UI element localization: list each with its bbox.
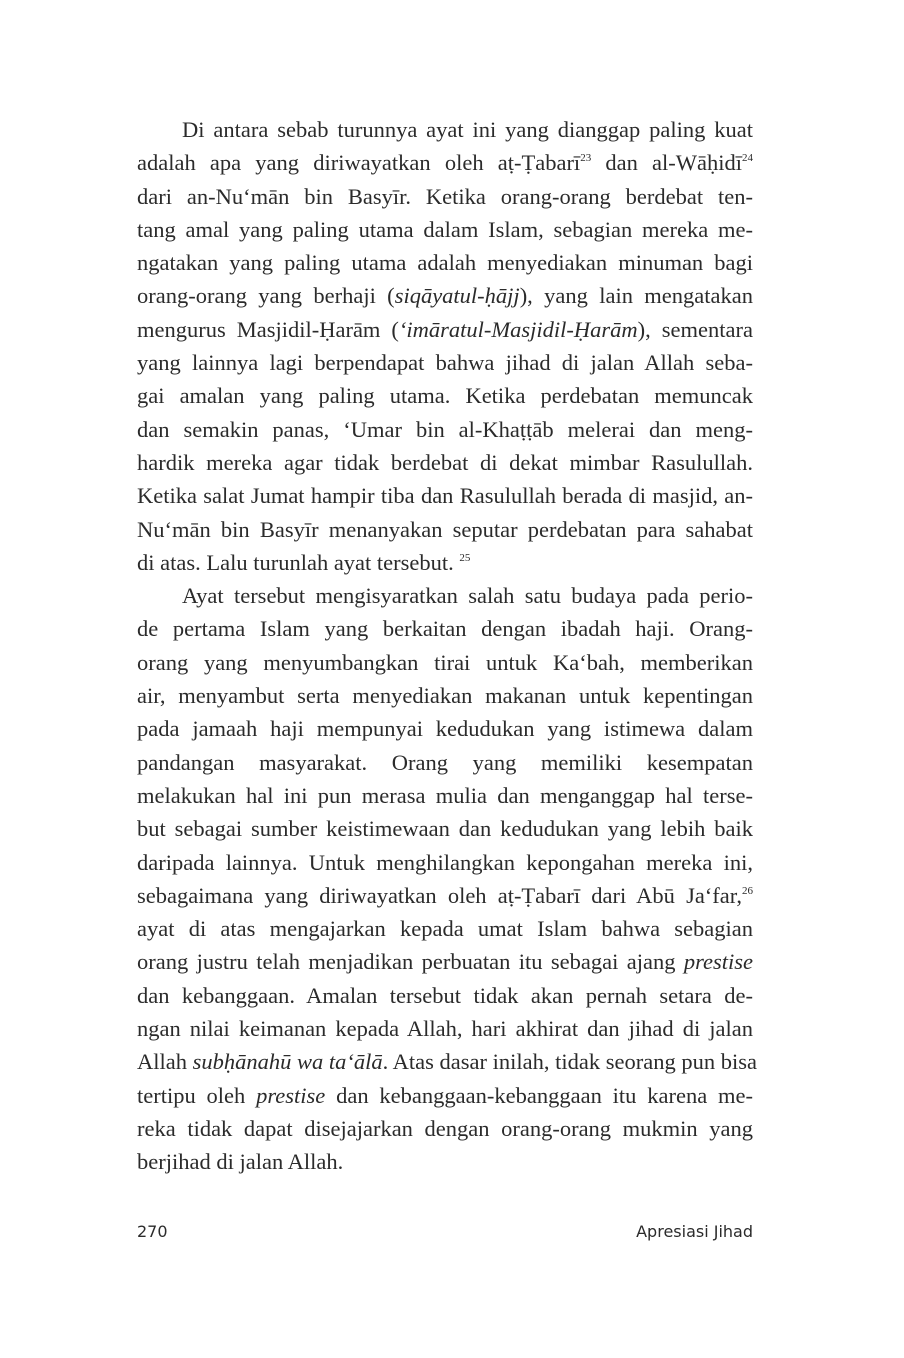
text-line [137,513,753,546]
text-line [137,546,753,579]
text-run: de pertama Islam yang berkaitan dengan ibadah haji. Orang- [137,616,753,642]
page-number: 270 [137,1222,168,1241]
footnote-ref: 23 [580,152,592,165]
text-line [137,879,753,912]
text-line [137,446,753,479]
text-run: orang-orang yang berhaji ( [137,283,395,309]
text-line [137,579,753,612]
text-line [137,812,753,845]
text-run: ayat di atas mengajarkan kepada umat Islam bahwa sebagian [137,916,753,942]
italic-term: ‘imāratul-Masjidil-Ḥarām [398,316,638,342]
text-line [137,979,753,1012]
text-line [137,479,753,512]
text-run: dan kebanggaan-kebanggaan itu karena me- [325,1082,753,1108]
text-run: dan semakin panas, ‘Umar bin al-Khaṭṭāb melerai dan meng- [137,416,753,442]
text-line [137,146,753,179]
text-run: gai amalan yang paling utama. Ketika perdebatan memuncak [137,383,753,409]
italic-term: prestise [683,949,753,975]
text-line [137,313,753,346]
text-line [137,712,753,745]
text-line [137,346,753,379]
text-line [137,846,753,879]
text-run: melakukan hal ini pun merasa mulia dan menganggap hal terse- [137,782,753,808]
body-text [137,113,757,1179]
text-line [137,1112,753,1145]
italic-term: subḥānahū wa ta‘ālā [192,1049,383,1075]
text-line [137,746,753,779]
text-run: ), yang lain mengatakan [519,283,754,309]
text-line [137,679,753,712]
text-run: ngatakan yang paling utama adalah menyediakan minuman bagi [137,250,753,276]
text-line [137,779,753,812]
text-run: dari an-Nu‘mān bin Basyīr. Ketika orang-orang berdebat ten- [137,183,753,209]
text-run: Nu‘mān bin Basyīr menanyakan seputar perdebatan para sahabat [137,516,753,542]
text-run: . Atas dasar inilah, tidak seorang pun bisa [382,1049,757,1075]
text-line [137,379,753,412]
text-line [137,180,753,213]
text-run: berjihad di jalan Allah. [137,1149,344,1175]
text-run: Di antara sebab turunnya ayat ini yang dianggap paling kuat [182,117,753,142]
italic-term: prestise [256,1082,326,1108]
text-run: ngan nilai keimanan kepada Allah, hari akhirat dan jihad di jalan [137,1016,753,1042]
text-run: adalah apa yang diriwayatkan oleh aṭ-Ṭabarī [137,150,581,176]
text-run: orang justru telah menjadikan perbuatan itu sebagai ajang [137,949,684,975]
text-run: daripada lainnya. Untuk menghilangkan kepongahan mereka ini, [137,849,753,875]
footnote-ref: 24 [741,152,753,165]
text-line [137,1145,753,1178]
text-line [137,1079,753,1112]
text-run: reka tidak dapat disejajarkan dengan orang-orang mukmin yang [137,1115,753,1141]
italic-term: siqāyatul-ḥājj [394,283,520,309]
running-title: Apresiasi Jihad [636,1222,753,1241]
text-run: mengurus Masjidil-Ḥarām ( [137,316,399,342]
text-run: but sebagai sumber keistimewaan dan kedudukan yang lebih baik [137,816,753,842]
text-run: air, menyambut serta menyediakan makanan untuk kepentingan [137,683,753,709]
text-run: hardik mereka agar tidak berdebat di dekat mimbar Rasulullah. [137,449,753,475]
text-run: Ketika salat Jumat hampir tiba dan Rasulullah berada di masjid, an- [137,483,753,509]
text-run: dan kebanggaan. Amalan tersebut tidak akan pernah setara de- [137,982,753,1008]
text-run: Allah [137,1049,193,1075]
text-line [137,945,753,978]
text-run: pada jamaah haji mempunyai kedudukan yang istimewa dalam [137,716,753,742]
text-run: dan al-Wāḥidī [591,150,742,176]
text-line [137,1045,757,1078]
text-line [137,912,753,945]
text-line [137,612,753,645]
text-run: tang amal yang paling utama dalam Islam, sebagian mereka me- [137,216,753,242]
text-line [137,413,753,446]
text-run: Ayat tersebut mengisyaratkan salah satu budaya pada perio- [182,583,753,609]
text-line [137,246,753,279]
text-line [137,213,753,246]
text-run: ), sementara [637,316,753,342]
text-line [137,1012,753,1045]
text-run: yang lainnya lagi berpendapat bahwa jihad di jalan Allah seba- [137,350,753,376]
text-line [137,646,753,679]
text-run: pandangan masyarakat. Orang yang memiliki kesempatan [137,749,753,775]
footnote-ref: 25 [459,551,471,564]
text-line [137,113,753,146]
text-run: sebagaimana yang diriwayatkan oleh aṭ-Ṭabarī dari Abū Ja‘far, [137,882,742,908]
text-line [137,279,753,312]
footnote-ref: 26 [742,884,753,897]
text-run: di atas. Lalu turunlah ayat tersebut. [137,549,460,575]
text-run: tertipu oleh [137,1082,257,1108]
text-run: orang yang menyumbangkan tirai untuk Ka‘bah, memberikan [137,649,753,675]
